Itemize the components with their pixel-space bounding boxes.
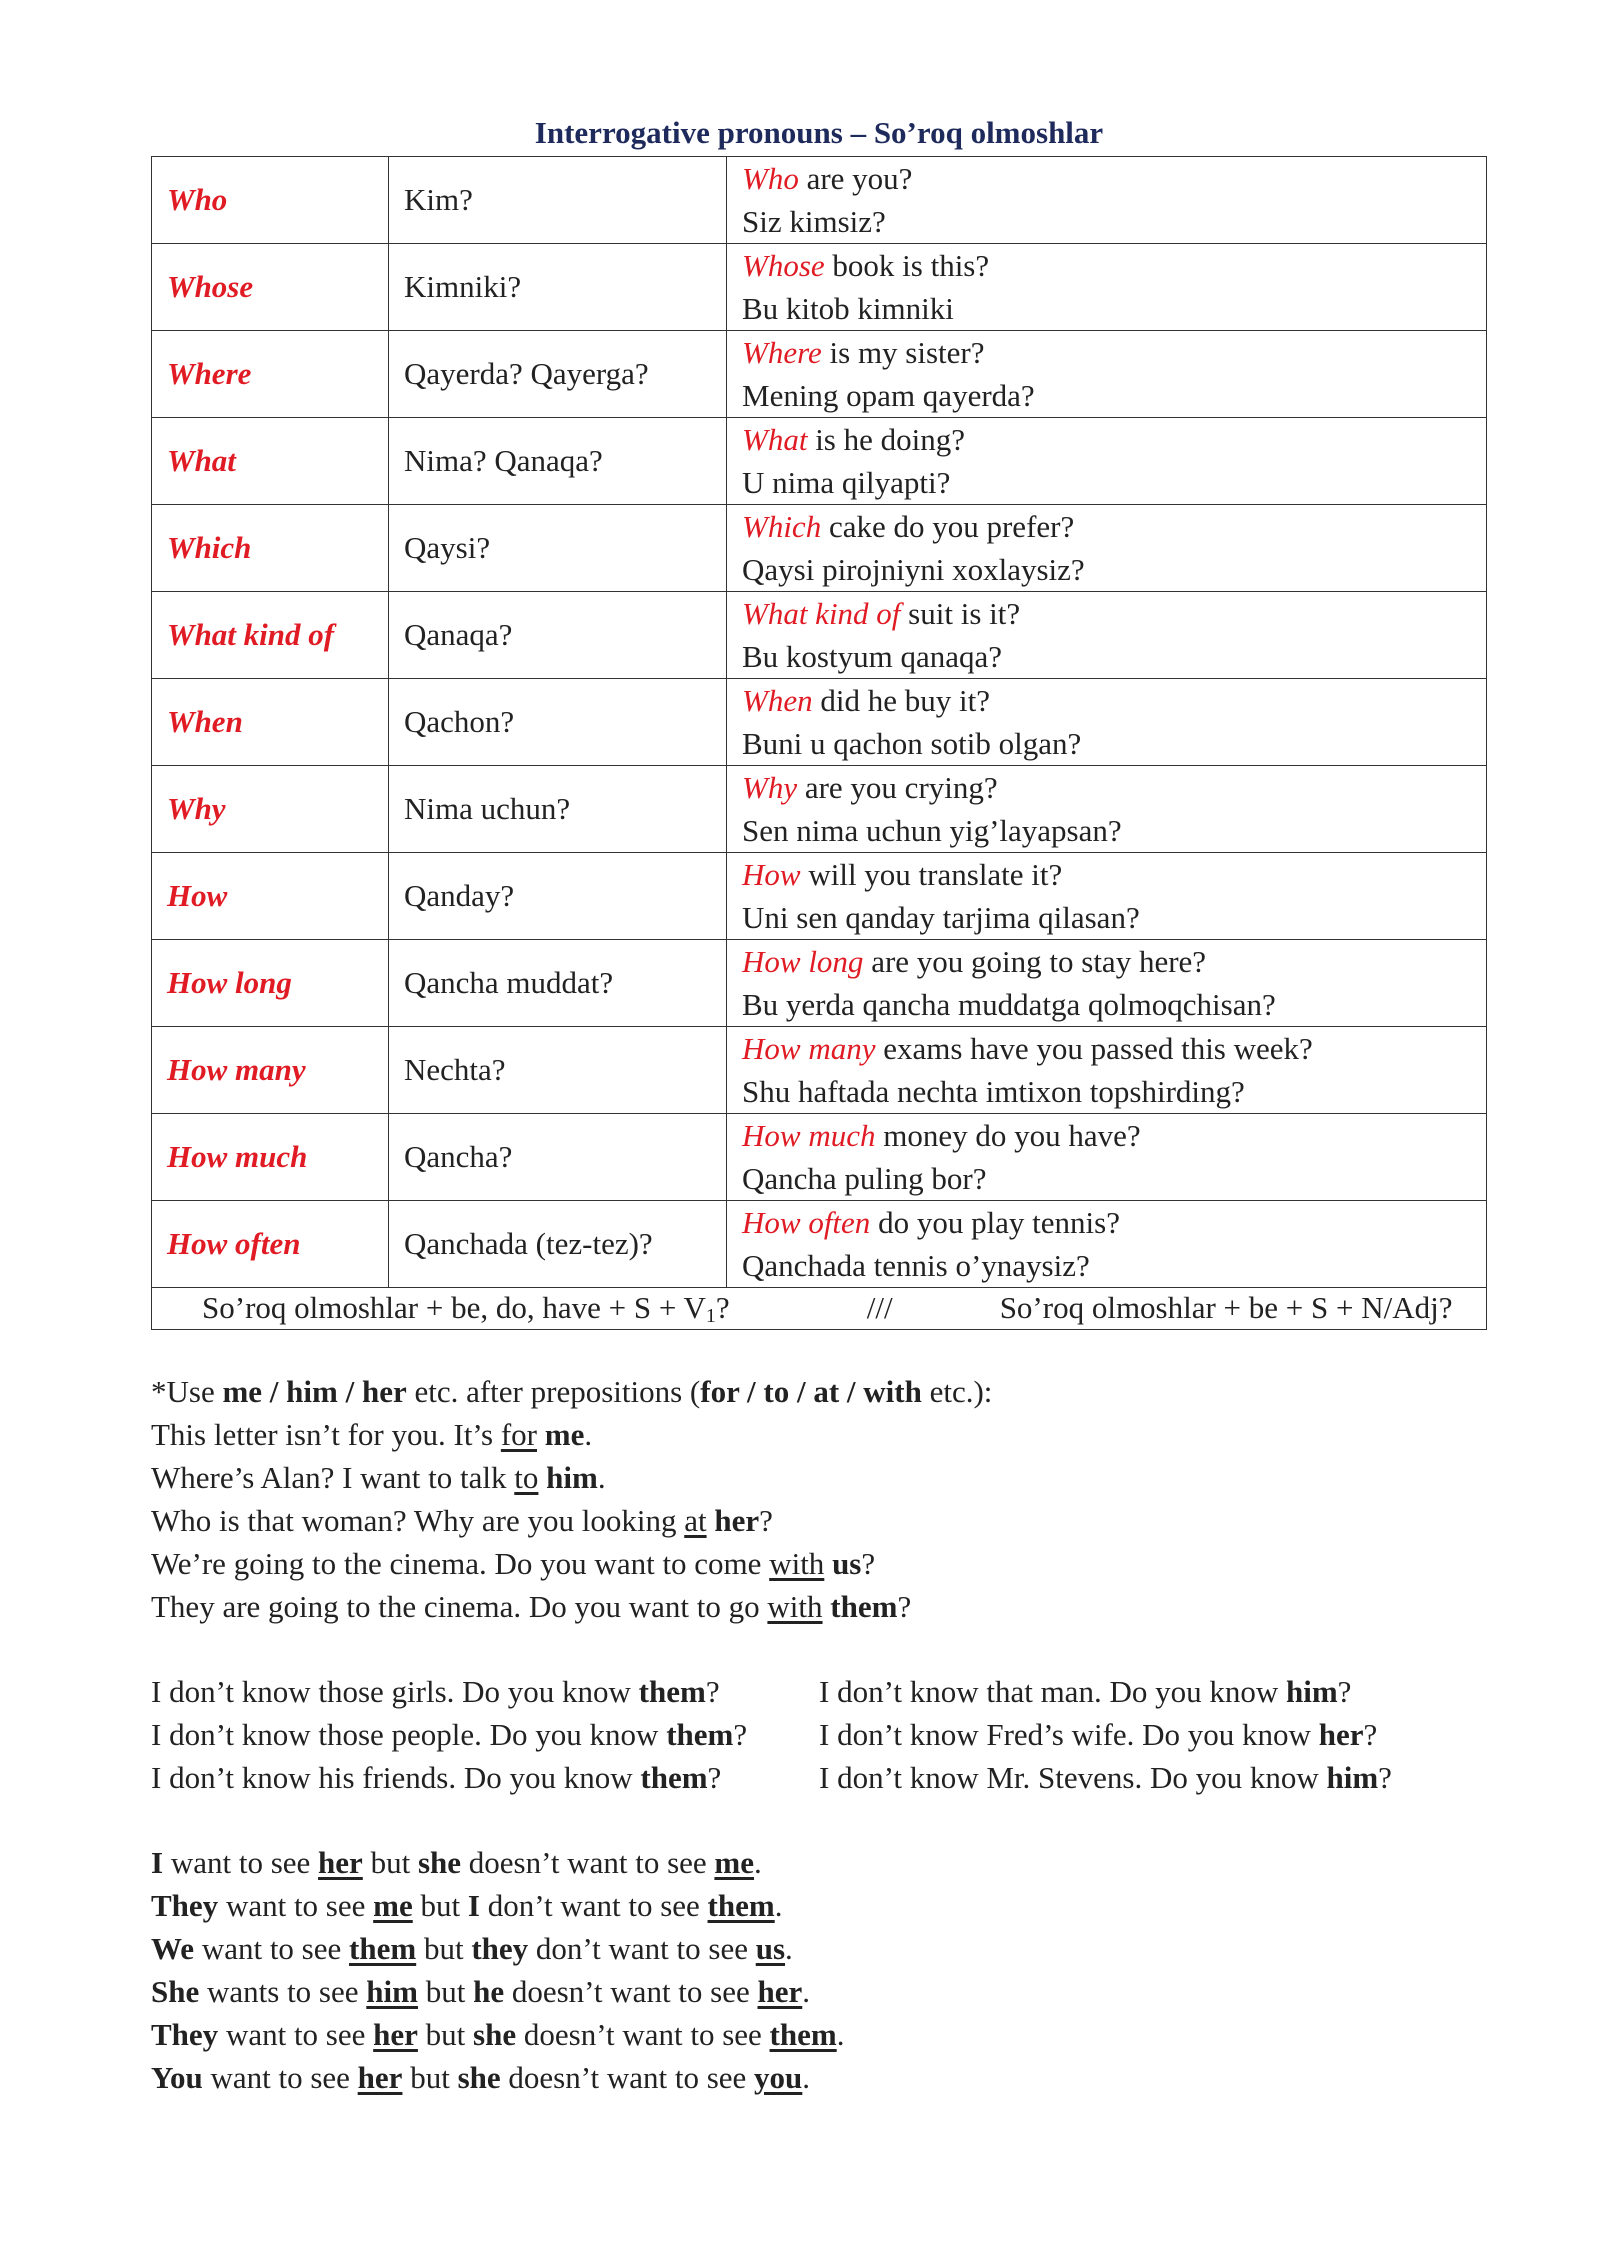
example-pronoun: How long (742, 944, 864, 979)
pronoun-table-body (152, 157, 1487, 1330)
pronoun-cell: Which (152, 505, 389, 592)
object-pronoun: him (546, 1460, 598, 1495)
line-text: but (417, 1974, 474, 2009)
line-end: . (802, 1974, 811, 2009)
example-cell (727, 244, 1487, 331)
table-row (152, 592, 1487, 679)
note-text-a: *Use (151, 1374, 223, 1409)
preposition-line (151, 1413, 1487, 1456)
line-end: ? (1363, 1717, 1378, 1752)
example-cell (727, 331, 1487, 418)
preposition: for (500, 1417, 538, 1452)
line-text: They are going to the cinema. Do you want to go (151, 1589, 768, 1624)
line-end: . (785, 1931, 793, 1966)
example-uz: U nima qilyapti? (742, 465, 951, 500)
line-text: I don’t know those people. Do you know (151, 1717, 667, 1752)
line-end: ? (861, 1546, 876, 1581)
table-row (152, 244, 1487, 331)
example-cell (727, 766, 1487, 853)
object-pronoun: me (373, 1888, 413, 1923)
pronoun-cell: How long (152, 940, 389, 1027)
formula-right: So’roq olmoshlar + be + S + N/Adj? (999, 1289, 1453, 1325)
line-text: This letter isn’t for you. It’s (151, 1417, 501, 1452)
example-cell (727, 1114, 1487, 1201)
line-text: I don’t know Mr. Stevens. Do you know (819, 1760, 1327, 1795)
formula-left: So’roq olmoshlar + be, do, have + S + V (202, 1289, 706, 1325)
example-cell (727, 1201, 1487, 1288)
example-en-rest: suit is it? (900, 596, 1021, 631)
preposition-note (151, 1370, 1487, 1628)
line-text: Where’s Alan? I want to talk (151, 1460, 515, 1495)
line-end: ? (1337, 1674, 1352, 1709)
translation-cell: Nima uchun? (389, 766, 727, 853)
know-line (151, 1670, 819, 1713)
space (824, 1546, 832, 1581)
space (538, 1460, 546, 1495)
example-en-rest: cake do you prefer? (821, 509, 1075, 544)
line-end: . (836, 2017, 845, 2052)
formula-left-subscript: 1 (705, 1304, 716, 1327)
translation-cell: Qanaqa? (389, 592, 727, 679)
table-row (152, 1114, 1487, 1201)
example-en (742, 766, 1486, 809)
table-row (152, 418, 1487, 505)
pronoun-cell: Whose (152, 244, 389, 331)
translation-cell: Qaysi? (389, 505, 727, 592)
document-page (151, 110, 1487, 2099)
example-en (742, 244, 1486, 287)
line-text: wants to see (199, 1974, 367, 2009)
pair-line (151, 1884, 1487, 1927)
object-pronoun: them (349, 1931, 417, 1966)
example-pronoun: What kind of (742, 596, 901, 631)
example-uz: Qaysi pirojniyni xoxlaysiz? (742, 552, 1085, 587)
example-en (742, 1027, 1486, 1070)
preposition-examples (151, 1413, 1487, 1628)
line-end: ? (897, 1589, 912, 1624)
pronoun-cell: How much (152, 1114, 389, 1201)
example-uz: Bu kostyum qanaqa? (742, 639, 1003, 674)
line-text: but (417, 2017, 474, 2052)
example-cell (727, 418, 1487, 505)
want-to-see-examples (151, 1841, 1487, 2099)
object-pronoun: him (366, 1974, 418, 2009)
object-pronoun: them (707, 1888, 775, 1923)
example-uz: Mening opam qayerda? (742, 378, 1035, 413)
example-cell (727, 1027, 1487, 1114)
line-text: but (402, 2060, 458, 2095)
object-pronoun: her (757, 1974, 803, 2009)
table-row (152, 331, 1487, 418)
example-pronoun: Why (742, 770, 798, 805)
example-cell (727, 157, 1487, 244)
know-line (151, 1756, 819, 1799)
line-text: I don’t know his friends. Do you know (151, 1760, 641, 1795)
subject-pronoun: She (151, 1974, 200, 2009)
object-pronoun: them (830, 1589, 898, 1624)
object-pronoun: her (373, 2017, 418, 2052)
line-end: . (802, 2060, 811, 2095)
example-uz: Siz kimsiz? (742, 204, 886, 239)
formula-row (152, 1288, 1487, 1330)
note-text-d: etc.): (921, 1374, 993, 1409)
table-row (152, 505, 1487, 592)
preposition-line (151, 1542, 1487, 1585)
pair-line (151, 1927, 1487, 1970)
line-end: ? (759, 1503, 773, 1538)
example-en-rest: do you play tennis? (870, 1205, 1120, 1240)
pair-line (151, 1970, 1487, 2013)
subject-pronoun: they (471, 1931, 529, 1966)
example-en (742, 592, 1486, 635)
line-end: . (597, 1460, 606, 1495)
line-text: doesn’t want to see (504, 1974, 758, 2009)
know-line (819, 1670, 1487, 1713)
object-pronoun: her (318, 1845, 363, 1880)
know-examples (151, 1670, 1487, 1799)
line-text: I don’t know Fred’s wife. Do you know (819, 1717, 1319, 1752)
example-uz: Qancha puling bor? (742, 1161, 987, 1196)
subject-pronoun: I (151, 1845, 164, 1880)
note-text-c: etc. after prepositions ( (406, 1374, 701, 1409)
object-pronoun: her (1318, 1717, 1364, 1752)
line-text: don’t want to see (528, 1931, 756, 1966)
translation-cell: Qancha? (389, 1114, 727, 1201)
subject-pronoun: he (473, 1974, 505, 2009)
subject-pronoun: she (457, 2060, 501, 2095)
example-en-rest: money do you have? (875, 1118, 1141, 1153)
line-text: Who is that woman? Why are you looking (151, 1503, 685, 1538)
example-cell (727, 679, 1487, 766)
object-pronoun: them (640, 1760, 708, 1795)
formula-separator: /// (866, 1289, 893, 1325)
example-cell (727, 940, 1487, 1027)
object-pronoun: us (832, 1546, 862, 1581)
pronoun-cell: Where (152, 331, 389, 418)
translation-cell: Qayerda? Qayerga? (389, 331, 727, 418)
formula-cell (152, 1288, 1487, 1330)
pair-line (151, 2013, 1487, 2056)
example-en-rest: is he doing? (807, 422, 965, 457)
example-en-rest: is my sister? (821, 335, 985, 370)
object-pronoun: you (754, 2060, 803, 2095)
line-text: but (362, 1845, 418, 1880)
line-end: ? (733, 1717, 748, 1752)
example-pronoun: Who (742, 161, 799, 196)
pronoun-cell: How often (152, 1201, 389, 1288)
translation-cell: Qancha muddat? (389, 940, 727, 1027)
line-text: want to see (218, 2017, 374, 2052)
example-pronoun: Which (742, 509, 822, 544)
preposition: with (767, 1589, 823, 1624)
know-line (819, 1713, 1487, 1756)
subject-pronoun: They (151, 2017, 219, 2052)
table-row (152, 940, 1487, 1027)
object-pronoun: them (666, 1717, 734, 1752)
line-text: want to see (194, 1931, 350, 1966)
example-pronoun: How (742, 857, 801, 892)
line-text: I don’t know those girls. Do you know (151, 1674, 639, 1709)
line-end: ? (707, 1760, 722, 1795)
note-heading (151, 1370, 1487, 1413)
line-text: doesn’t want to see (500, 2060, 755, 2095)
example-uz: Qanchada tennis o’ynaysiz? (742, 1248, 1090, 1283)
pronoun-table (151, 156, 1487, 1330)
example-pronoun: How much (742, 1118, 876, 1153)
example-uz: Buni u qachon sotib olgan? (742, 726, 1082, 761)
pronoun-cell: What (152, 418, 389, 505)
object-pronoun: him (1285, 1674, 1338, 1709)
line-end: . (774, 1888, 783, 1923)
example-pronoun: Where (742, 335, 822, 370)
translation-cell: Kim? (389, 157, 727, 244)
subject-pronoun: You (151, 2060, 203, 2095)
pronoun-cell: What kind of (152, 592, 389, 679)
example-en (742, 940, 1486, 983)
know-line (819, 1756, 1487, 1799)
example-pronoun: What (742, 422, 808, 457)
line-text: want to see (163, 1845, 319, 1880)
translation-cell: Nima? Qanaqa? (389, 418, 727, 505)
subject-pronoun: I (467, 1888, 480, 1923)
example-en (742, 505, 1486, 548)
translation-cell: Nechta? (389, 1027, 727, 1114)
preposition: to (514, 1460, 539, 1495)
preposition-line (151, 1499, 1487, 1542)
example-pronoun: How many (742, 1031, 876, 1066)
example-en-rest: are you? (798, 161, 913, 196)
example-en-rest: will you translate it? (800, 857, 1063, 892)
example-uz: Uni sen qanday tarjima qilasan? (742, 900, 1140, 935)
line-text: but (416, 1931, 472, 1966)
table-row (152, 1201, 1487, 1288)
subject-pronoun: They (151, 1888, 219, 1923)
formula-left-end: ? (715, 1289, 730, 1325)
line-text: doesn’t want to see (516, 2017, 770, 2052)
line-text: We’re going to the cinema. Do you want to come (151, 1546, 770, 1581)
example-cell (727, 592, 1487, 679)
line-text: want to see (202, 2060, 358, 2095)
example-pronoun: How often (742, 1205, 871, 1240)
object-pronoun: me (544, 1417, 585, 1452)
translation-cell: Qanday? (389, 853, 727, 940)
table-row (152, 157, 1487, 244)
subject-pronoun: she (473, 2017, 517, 2052)
preposition: with (769, 1546, 825, 1581)
subject-pronoun: We (151, 1931, 195, 1966)
preposition-line (151, 1456, 1487, 1499)
example-en (742, 1201, 1486, 1244)
translation-cell: Kimniki? (389, 244, 727, 331)
example-uz: Bu kitob kimniki (742, 291, 954, 326)
example-en (742, 157, 1486, 200)
example-uz: Shu haftada nechta imtixon topshirding? (742, 1074, 1245, 1109)
pronoun-cell: When (152, 679, 389, 766)
table-row (152, 679, 1487, 766)
line-text: want to see (218, 1888, 374, 1923)
example-pronoun: Whose (742, 248, 825, 283)
example-cell (727, 505, 1487, 592)
line-end: . (754, 1845, 762, 1880)
line-text: but (412, 1888, 468, 1923)
table-row (152, 853, 1487, 940)
note-prepositions: for / to / at / with (700, 1374, 922, 1409)
example-en (742, 853, 1486, 896)
line-text: I don’t know that man. Do you know (819, 1674, 1286, 1709)
pronoun-cell: Why (152, 766, 389, 853)
object-pronoun: me (714, 1845, 755, 1880)
translation-cell: Qanchada (tez-tez)? (389, 1201, 727, 1288)
example-cell (727, 853, 1487, 940)
know-line (151, 1713, 819, 1756)
pronoun-cell: How many (152, 1027, 389, 1114)
note-pronouns: me / him / her (222, 1374, 407, 1409)
example-en-rest: are you crying? (797, 770, 998, 805)
object-pronoun: them (769, 2017, 837, 2052)
pronoun-cell: How (152, 853, 389, 940)
object-pronoun: us (755, 1931, 786, 1966)
subject-pronoun: she (417, 1845, 462, 1880)
example-uz: Bu yerda qancha muddatga qolmoqchisan? (742, 987, 1276, 1022)
object-pronoun: him (1326, 1760, 1379, 1795)
object-pronoun: them (638, 1674, 706, 1709)
object-pronoun: her (357, 2060, 403, 2095)
line-end: . (584, 1417, 593, 1452)
know-examples-left (151, 1670, 819, 1799)
object-pronoun: her (714, 1503, 760, 1538)
table-row (152, 766, 1487, 853)
example-uz: Sen nima uchun yig’layapsan? (742, 813, 1122, 848)
space (537, 1417, 545, 1452)
example-en-rest: book is this? (824, 248, 990, 283)
preposition-line (151, 1585, 1487, 1628)
example-en-rest: exams have you passed this week? (875, 1031, 1313, 1066)
line-end: ? (1378, 1760, 1392, 1795)
pair-line (151, 2056, 1487, 2099)
example-en (742, 679, 1486, 722)
example-en-rest: did he buy it? (812, 683, 990, 718)
table-row (152, 1027, 1487, 1114)
page-title: Interrogative pronouns – So’roq olmoshlar (534, 115, 1104, 150)
know-examples-right (819, 1670, 1487, 1799)
example-en (742, 418, 1486, 461)
example-en-rest: are you going to stay here? (863, 944, 1207, 979)
line-text: don’t want to see (479, 1888, 708, 1923)
pair-line (151, 1841, 1487, 1884)
pronoun-cell: Who (152, 157, 389, 244)
example-en (742, 1114, 1486, 1157)
line-end: ? (705, 1674, 720, 1709)
example-en (742, 331, 1486, 374)
translation-cell: Qachon? (389, 679, 727, 766)
example-pronoun: When (742, 683, 813, 718)
preposition: at (684, 1503, 707, 1538)
line-text: doesn’t want to see (461, 1845, 715, 1880)
